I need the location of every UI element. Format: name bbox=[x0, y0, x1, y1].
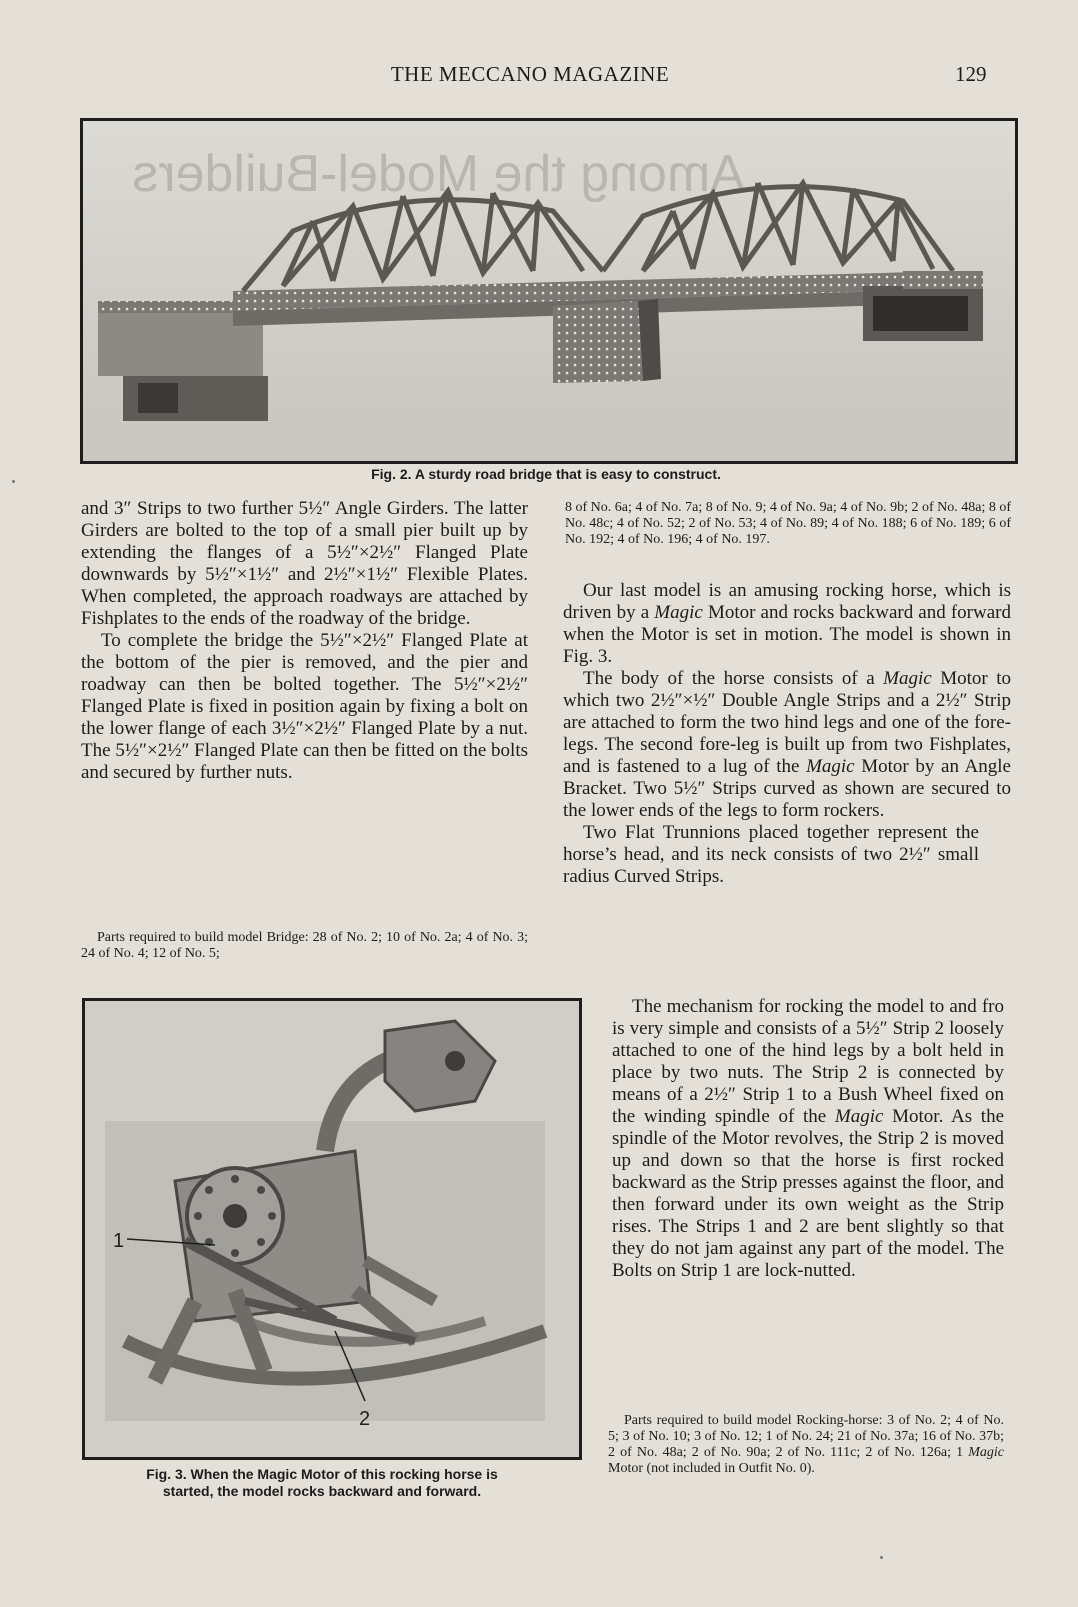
bridge-parts-list: Parts required to build model Bridge: 28 of No. 2; 10 of No. 2a; 4 of No. 3; 24 of No. 4; 12 of No. 5; bbox=[81, 930, 528, 961]
horse-caption-line-2: started, the model rocks backward and forward. bbox=[162, 1483, 482, 1499]
text-run: Motor and rocks backward and forward when the Motor is set in motion. The model is shown in Fig. 3. bbox=[563, 602, 1011, 667]
horse-caption-line-1: Fig. 3. When the Magic Motor of this rocking horse is bbox=[146, 1466, 498, 1482]
right-narrow-column bbox=[612, 996, 1004, 1282]
left-paragraph-2: To complete the bridge the 5½″×2½″ Flanged Plate at the bottom of the pier is removed, and the pier and roadway can then be bolted together. The 5½″×2½″ Flanged Plate is fixed in position again by fixing a bolt on the lower flange of each 3½″×2½″ Flanged Plate by a nut. The 5½″×2½″ Flanged Plate can then be fitted on the bolts and secured by further nuts. bbox=[81, 630, 528, 783]
callout-label-2: 2 bbox=[359, 1408, 371, 1430]
horse-parts-list bbox=[608, 1413, 1004, 1477]
bridge-parts-list-continued: 8 of No. 6a; 4 of No. 7a; 8 of No. 9; 4 of No. 9a; 4 of No. 9b; 2 of No. 48a; 8 of No. 48c; 4 of No. 52; 2 of No. 53; 4 of No. 89; 4 of No. 188; 6 of No. 189; 6 of No. 192; 4 of No. 196; 4 of No. 197. bbox=[565, 500, 1011, 547]
text-run: Motor to which two 2½″×½″ Double Angle Strips and a 2½″ Strip are attached to form the two hind legs and one of the fore-legs. The second fore-leg is built up from two Fishplates, and is fastened to a lug of the bbox=[563, 668, 1011, 777]
rocking-horse-photo bbox=[82, 998, 582, 1460]
horse-figure-caption bbox=[66, 1466, 578, 1500]
magic-italic: Magic bbox=[806, 756, 855, 777]
left-column bbox=[81, 498, 528, 784]
magic-italic: Magic bbox=[654, 602, 703, 623]
text-run: The mechanism for rocking the model to and fro is very simple and consists of a 5½″ Strip 2 loosely attached to one of the hind legs by a bolt held in place by two nuts. The Strip 2 is connected by means of a 2½″ Strip 1 to a Bush Wheel fixed on the winding spindle of the bbox=[612, 996, 1004, 1127]
right-paragraph-2 bbox=[563, 668, 1011, 822]
text-run: Our last model is an amusing rocking horse, which is driven by a bbox=[563, 580, 1011, 623]
left-paragraph-1: and 3″ Strips to two further 5½″ Angle Girders. The latter Girders are bolted to the top of a small pier built up by extending the flanges of a 5½″×2½″ Flanged Plate downwards by 5½″×1½″ and 2½″×1½″ Flexible Plates. When completed, the approach roadways are attached by Fishplates to the ends of the roadway of the bridge. bbox=[81, 498, 528, 629]
bridge-illustration bbox=[83, 121, 1015, 461]
text-run: Motor (not included in Outfit No. 0). bbox=[608, 1461, 815, 1476]
right-paragraph-3: Two Flat Trunnions placed together represent the horse’s head, and its neck consists of two 2½″ small radius Curved Strips. bbox=[563, 822, 979, 887]
rocking-horse-illustration bbox=[85, 1001, 579, 1457]
magic-italic: Magic bbox=[968, 1445, 1004, 1460]
svg-text:Among the Model-Builders: Among the Model-Builders bbox=[132, 145, 745, 203]
bridge-figure-caption: Fig. 2. A sturdy road bridge that is easy to construct. bbox=[371, 466, 721, 482]
text-run: Motor by an Angle Bracket. Two 5½″ Strips curved as shown are secured to the lower ends of the legs to form rockers. bbox=[563, 756, 1011, 821]
callout-label-1: 1 bbox=[113, 1230, 125, 1252]
right-paragraph-1 bbox=[563, 580, 1011, 668]
page-header-title: THE MECCANO MAGAZINE bbox=[390, 62, 670, 86]
magic-italic: Magic bbox=[834, 1106, 884, 1127]
right-paragraph-4 bbox=[612, 996, 1004, 1282]
print-speck bbox=[12, 480, 15, 483]
page-number: 129 bbox=[955, 62, 987, 86]
text-run: Parts required to build model Rocking-horse: 3 of No. 2; 4 of No. 5; 3 of No. 10; 3 of No. 12; 1 of No. 24; 21 of No. 37a; 16 of No. 37b; 2 of No. 48a; 2 of No. 90a; 2 of No. 111c; 2 of No. 126a; 1 bbox=[608, 1413, 1004, 1460]
bridge-photo bbox=[80, 118, 1018, 464]
right-column bbox=[563, 580, 1011, 888]
print-speck bbox=[880, 1556, 883, 1559]
magic-italic: Magic bbox=[883, 668, 932, 689]
text-run: The body of the horse consists of a bbox=[583, 668, 884, 689]
text-run: Motor. As the spindle of the Motor revolves, the Strip 2 is moved up and down so that the horse is first rocked backward as the Strip presses against the floor, and then forward under its own weight as the Strip rises. The Strips 1 and 2 are bent slightly so that they do not jam against any part of the model. The Bolts on Strip 1 are lock-nutted. bbox=[612, 1106, 1004, 1281]
